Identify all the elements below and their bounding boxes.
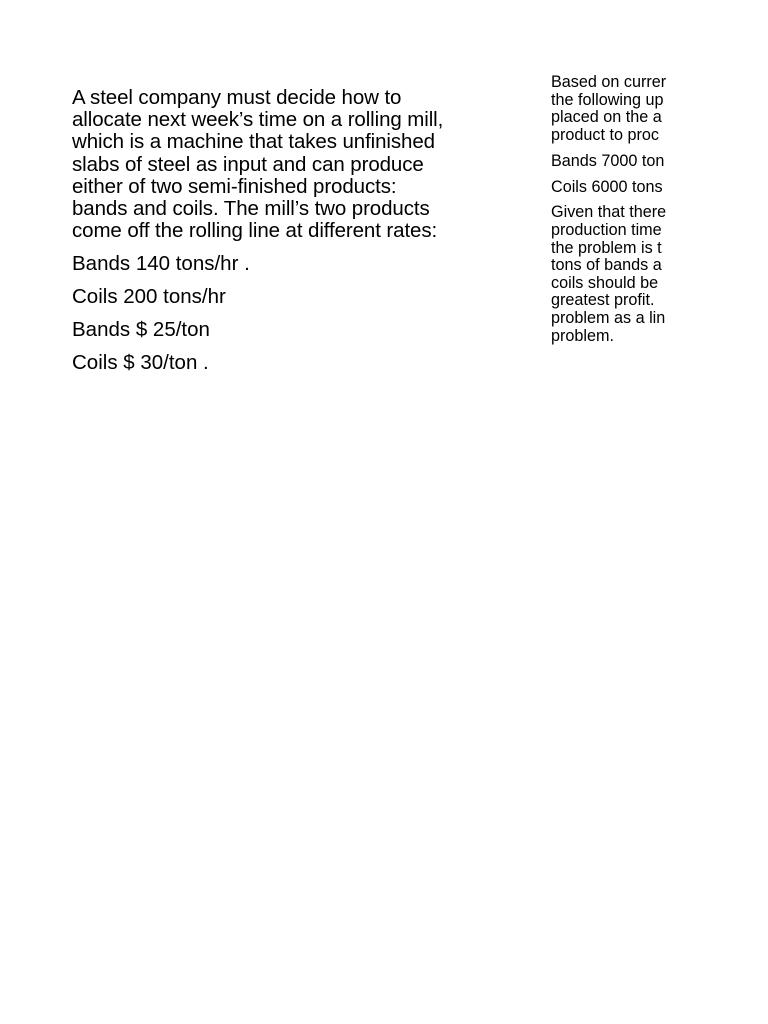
limit-coils: Coils 6000 tons bbox=[551, 178, 663, 197]
left-column bbox=[72, 87, 492, 384]
limit-bands: Bands 7000 ton bbox=[551, 152, 665, 171]
profit-coils: Coils $ 30/ton . bbox=[72, 351, 209, 375]
right-column bbox=[551, 74, 768, 353]
profit-bands: Bands $ 25/ton bbox=[72, 318, 210, 342]
right-column-content bbox=[551, 74, 768, 345]
problem-statement-paragraph: Given that there production time the problem is t tons of bands a coils should be greatest profit. problem as a lin problem. bbox=[551, 203, 667, 345]
intro-paragraph: A steel company must decide how to allocate next week’s time on a rolling mill, which is a machine that takes unfinished slabs of steel as input and can produce either of two semi-finished products: bands and coils. The mill’s two products come off the rolling line at different rates: bbox=[72, 86, 444, 243]
rate-bands: Bands 140 tons/hr . bbox=[72, 252, 250, 276]
demand-intro-paragraph: Based on currer the following up placed on the a product to proc bbox=[551, 74, 667, 144]
rate-coils: Coils 200 tons/hr bbox=[72, 285, 226, 309]
